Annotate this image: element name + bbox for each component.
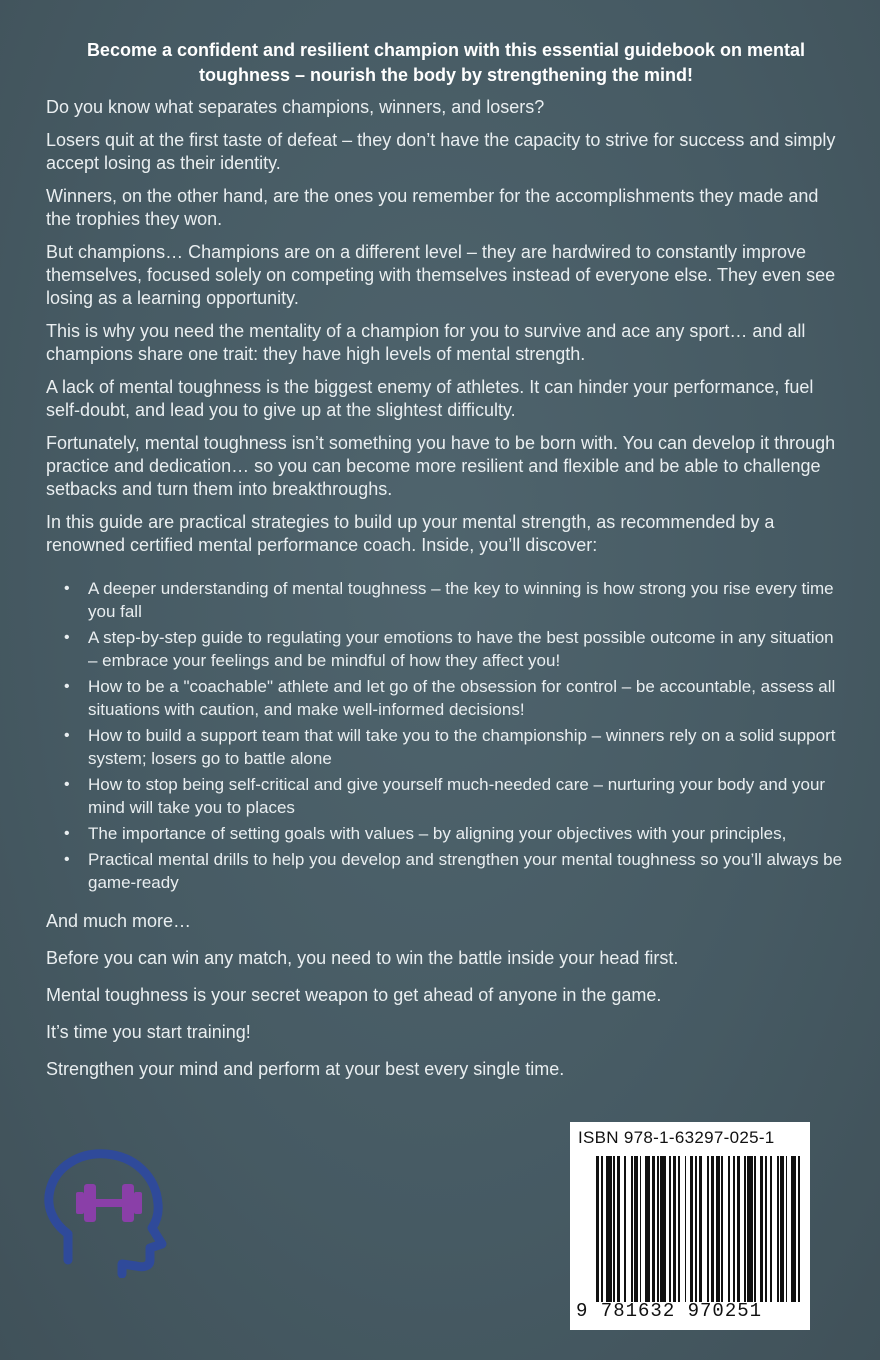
feature-item xyxy=(64,822,846,845)
paragraph: A lack of mental toughness is the biggest enemy of athletes. It can hinder your performance, fuel self-doubt, and lead you to give up at the slightest difficulty. xyxy=(46,377,814,420)
feature-text: Practical mental drills to help you develop and strengthen your mental toughness so you’ll always be game-ready xyxy=(88,850,843,892)
paragraph: This is why you need the mentality of a champion for you to survive and ace any sport… and all champions share one trait: they have high levels of mental strength. xyxy=(46,321,806,364)
closing-line: It’s time you start training! xyxy=(46,1022,251,1042)
barcode-digits: 9 781632 970251 xyxy=(576,1300,763,1322)
paragraph: But champions… Champions are on a different level – they are hardwired to constantly improve themselves, focused solely on competing with themselves instead of everyone else. They even see losing as a learning opportunity. xyxy=(46,242,836,308)
feature-text: How to stop being self-critical and give yourself much-needed care – nurturing your body and your mind will take you to places xyxy=(88,775,826,817)
feature-item xyxy=(64,626,846,672)
barcode-label xyxy=(570,1122,810,1330)
bullet-icon: • xyxy=(64,776,70,793)
bullet-icon: • xyxy=(64,678,70,695)
isbn-number: ISBN 978-1-63297-025-1 xyxy=(578,1128,775,1147)
bullet-icon: • xyxy=(64,580,70,597)
paragraph: Losers quit at the first taste of defeat – they don’t have the capacity to strive for success and simply accept losing as their identity. xyxy=(46,130,836,173)
feature-text: A deeper understanding of mental toughness – the key to winning is how strong you rise every time you fall xyxy=(88,579,834,621)
cover-text xyxy=(46,38,846,1095)
paragraph: Winners, on the other hand, are the ones you remember for the accomplishments they made and the trophies they won. xyxy=(46,186,819,229)
closing-line: And much more… xyxy=(46,911,192,931)
closing-paragraphs xyxy=(46,910,846,1081)
feature-item xyxy=(64,848,846,894)
barcode-bar xyxy=(800,1156,803,1302)
paragraph: In this guide are practical strategies to build up your mental strength, as recommended by a renowned certified mental performance coach. Inside, you’ll discover: xyxy=(46,512,775,555)
closing-line: Strengthen your mind and perform at your best every single time. xyxy=(46,1059,565,1079)
bullet-icon: • xyxy=(64,851,70,868)
feature-item xyxy=(64,724,846,770)
feature-text: How to build a support team that will take you to the championship – winners rely on a solid support system; losers go to battle alone xyxy=(88,726,836,768)
feature-item xyxy=(64,773,846,819)
feature-item xyxy=(64,577,846,623)
bullet-icon: • xyxy=(64,825,70,842)
intro-paragraphs xyxy=(46,96,846,557)
paragraph: Do you know what separates champions, winners, and losers? xyxy=(46,97,545,117)
feature-text: How to be a "coachable" athlete and let go of the obsession for control – be accountable, assess all situations with caution, and make well-informed decisions! xyxy=(88,677,836,719)
closing-line: Before you can win any match, you need to win the battle inside your head first. xyxy=(46,948,679,968)
bullet-icon: • xyxy=(64,629,70,646)
head-with-dumbbell-icon xyxy=(38,1148,178,1278)
feature-text: A step-by-step guide to regulating your emotions to have the best possible outcome in any situation – embrace your feelings and be mindful of how they affect you! xyxy=(88,628,834,670)
barcode-bars xyxy=(596,1156,804,1302)
bullet-icon: • xyxy=(64,727,70,744)
feature-list xyxy=(46,577,846,894)
paragraph: Fortunately, mental toughness isn’t something you have to be born with. You can develop it through practice and dedication… so you can become more resilient and flexible and be able to challenge setbacks and turn them into breakthroughs. xyxy=(46,433,836,499)
feature-item xyxy=(64,675,846,721)
headline: Become a confident and resilient champion with this essential guidebook on mental toughness – nourish the body by strengthening the mind! xyxy=(86,40,806,85)
feature-text: The importance of setting goals with values – by aligning your objectives with your principles, xyxy=(88,824,787,843)
closing-line: Mental toughness is your secret weapon to get ahead of anyone in the game. xyxy=(46,985,662,1005)
